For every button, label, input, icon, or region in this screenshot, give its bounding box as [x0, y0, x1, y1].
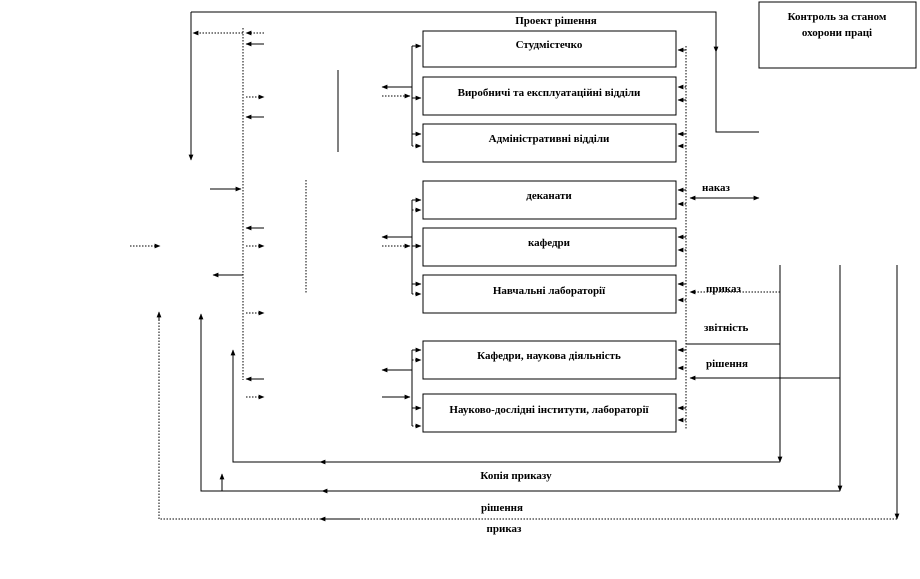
flow-label-project-decision: Проект рішення	[515, 15, 597, 27]
box-research-institutes-label: Науково-дослідні інститути, лабораторії	[449, 404, 649, 416]
flow-label-order: приказ	[706, 283, 741, 295]
flow-label-report: звітність	[704, 322, 749, 334]
left-brackets	[382, 46, 421, 426]
box-departments-science	[423, 341, 676, 379]
box-departments-science-label: Кафедри, наукова діяльність	[477, 350, 621, 362]
right-bus	[678, 46, 840, 430]
box-production-departments-label: Виробничі та експлуатаційні відділи	[457, 87, 641, 99]
box-administrative-departments-label: Адміністративні відділи	[488, 133, 610, 145]
left-bus	[130, 28, 264, 397]
control-box-label-line1: Контроль за станом	[787, 11, 887, 23]
box-deanery-label: деканати	[526, 190, 572, 202]
box-studmistechko	[423, 31, 676, 67]
control-box	[759, 2, 916, 68]
box-production-departments	[423, 77, 676, 115]
box-deanery	[423, 181, 676, 219]
box-administrative-departments	[423, 124, 676, 162]
box-research-institutes	[423, 394, 676, 432]
box-departments-label: кафедри	[527, 237, 571, 249]
control-box-label-line2: охорони праці	[801, 27, 873, 39]
flow-label-order-top: наказ	[702, 182, 730, 194]
box-teaching-labs-label: Навчальні лабораторії	[492, 285, 606, 297]
flow-label-copy-order: Копія приказу	[480, 470, 552, 482]
box-studmistechko-label: Студмістечко	[515, 39, 583, 51]
flow-label-decision-right: рішення	[706, 358, 748, 370]
flow-label-order-bottom: приказ	[486, 523, 522, 535]
box-teaching-labs	[423, 275, 676, 313]
flow-label-decision-bottom: рішення	[481, 502, 523, 514]
box-departments	[423, 228, 676, 266]
